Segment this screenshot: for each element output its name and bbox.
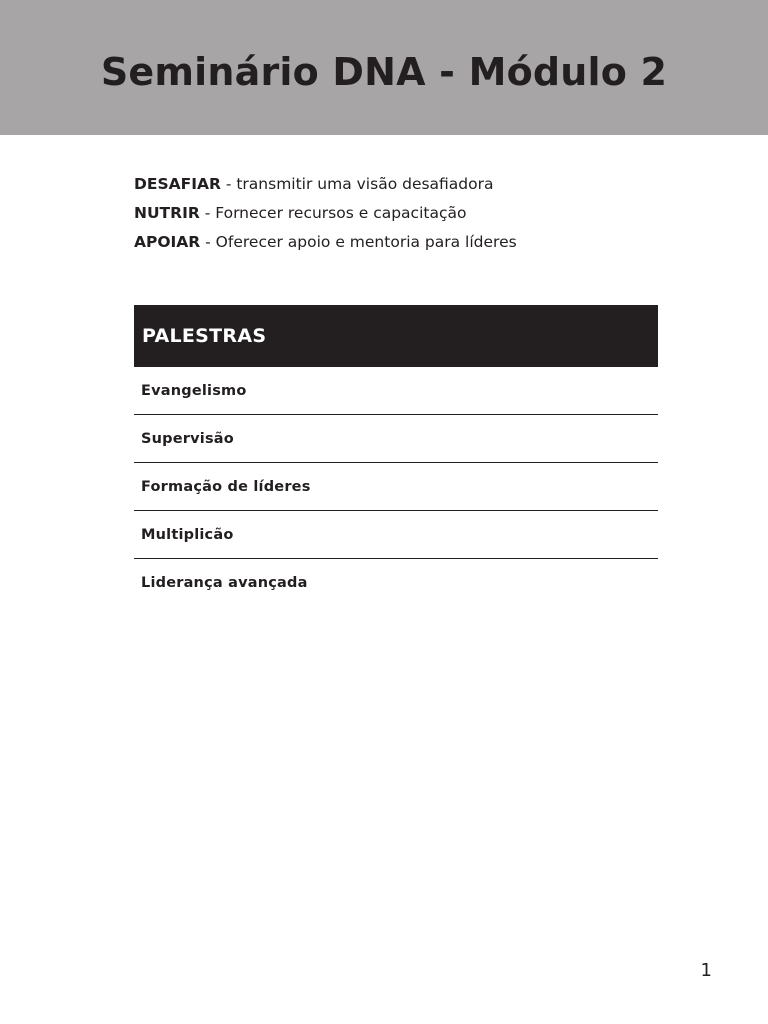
- talks-row-label: Supervisão: [141, 430, 234, 447]
- goal-keyword: NUTRIR: [134, 204, 200, 222]
- goal-item-nutrir: [134, 199, 517, 228]
- talks-table-title: PALESTRAS: [142, 325, 267, 347]
- talks-row-lideranca-avancada: [134, 559, 658, 607]
- goal-keyword: APOIAR: [134, 233, 201, 251]
- goal-description: - Oferecer apoio e mentoria para líderes: [200, 233, 517, 251]
- talks-row-label: Multiplicão: [141, 526, 234, 543]
- talks-list: [134, 367, 658, 607]
- talks-table-header: [134, 305, 658, 367]
- goal-keyword: DESAFIAR: [134, 175, 221, 193]
- talks-row-evangelismo: [134, 367, 658, 415]
- goal-item-apoiar: [134, 228, 517, 257]
- goals-list: [134, 170, 517, 257]
- goal-item-desafiar: [134, 170, 517, 199]
- page-number: 1: [700, 960, 712, 981]
- goal-description: - transmitir uma visão desafiadora: [220, 175, 494, 193]
- talks-row-multiplicao: [134, 511, 658, 559]
- talks-row-label: Evangelismo: [141, 382, 247, 399]
- talks-row-label: Liderança avançada: [141, 575, 308, 591]
- talks-row-label: Formação de líderes: [141, 478, 311, 495]
- talks-row-formacao-de-lideres: [134, 463, 658, 511]
- page-title: Seminário DNA - Módulo 2: [100, 50, 668, 94]
- talks-row-supervisao: [134, 415, 658, 463]
- talks-table: [134, 305, 658, 607]
- goal-description: - Fornecer recursos e capacitação: [199, 204, 467, 222]
